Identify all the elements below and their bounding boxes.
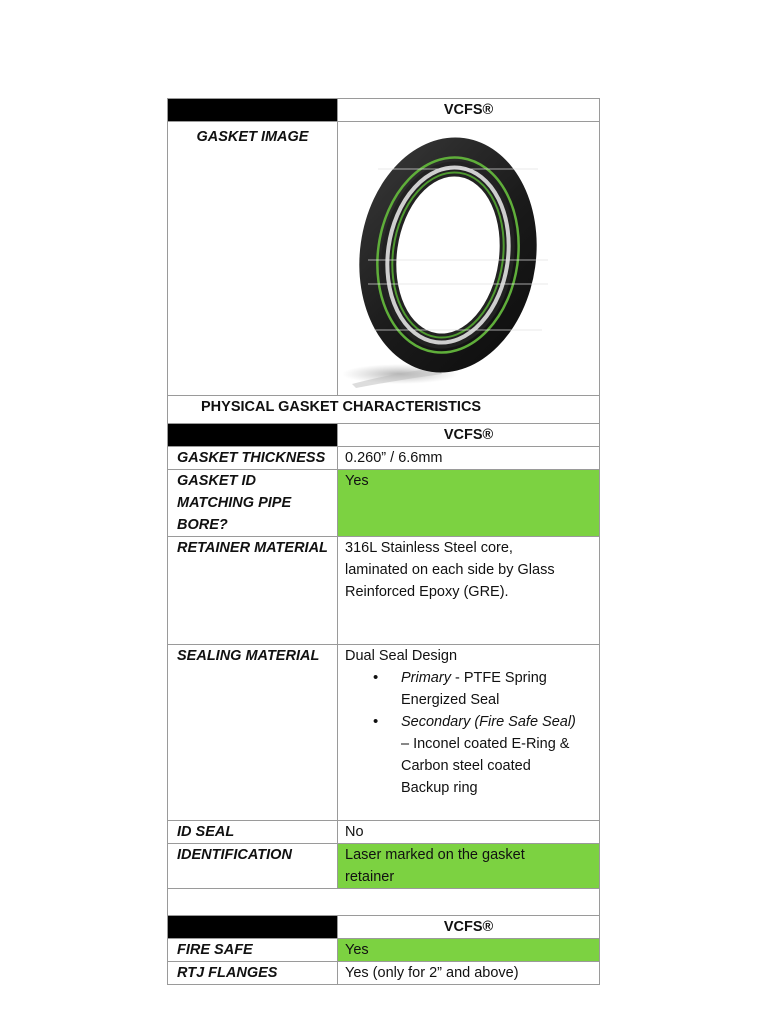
physical-characteristics-title: PHYSICAL GASKET CHARACTERISTICS — [168, 396, 600, 424]
gasket-id-row — [168, 470, 600, 537]
identification-label: IDENTIFICATION — [168, 844, 338, 889]
table1-header-row — [168, 99, 600, 122]
gasket-id-label-line: GASKET ID — [177, 473, 256, 489]
retainer-line: 316L Stainless Steel core, — [345, 540, 513, 556]
primary-label: Primary — [401, 670, 451, 686]
id-seal-row — [168, 821, 600, 844]
gasket-thickness-value: 0.260” / 6.6mm — [338, 447, 600, 470]
identification-line: Laser marked on the gasket — [345, 847, 525, 863]
secondary-label: • Secondary (Fire Safe Seal) — [401, 714, 576, 730]
fire-safe-label: FIRE SAFE — [168, 939, 338, 962]
gasket-thickness-row — [168, 447, 600, 470]
identification-value — [338, 844, 600, 889]
sealing-list — [345, 667, 599, 799]
spacer-row — [168, 889, 600, 916]
fire-safe-row — [168, 939, 600, 962]
gasket-image-cell — [338, 122, 600, 396]
header-black-cell — [168, 916, 338, 939]
retainer-material-row — [168, 537, 600, 645]
rtj-flanges-row — [168, 962, 600, 985]
vcfs-header: VCFS® — [338, 424, 600, 447]
rtj-flanges-label: RTJ FLANGES — [168, 962, 338, 985]
retainer-material-label: RETAINER MATERIAL — [168, 537, 338, 645]
vcfs-header: VCFS® — [338, 916, 600, 939]
header-black-cell — [168, 424, 338, 447]
gasket-id-label — [168, 470, 338, 537]
sealing-material-value — [338, 645, 600, 821]
secondary-desc-line: – Inconel coated E-Ring & — [401, 736, 570, 752]
sealing-intro: Dual Seal Design — [345, 648, 458, 664]
section-title-row — [168, 396, 600, 424]
id-seal-value: No — [338, 821, 600, 844]
gasket-image-label: GASKET IMAGE — [168, 122, 338, 396]
sealing-list-item-secondary — [401, 711, 599, 799]
table2-header-row — [168, 424, 600, 447]
fire-safe-value: Yes — [338, 939, 600, 962]
id-seal-label: ID SEAL — [168, 821, 338, 844]
gasket-thickness-label: GASKET THICKNESS — [168, 447, 338, 470]
sealing-material-row — [168, 645, 600, 821]
gasket-id-label-line: BORE? — [177, 517, 228, 533]
identification-line: retainer — [345, 869, 395, 885]
header-black-cell — [168, 99, 338, 122]
gasket-ring-image — [338, 122, 600, 396]
gasket-id-value: Yes — [338, 470, 600, 537]
table3-header-row — [168, 916, 600, 939]
identification-row — [168, 844, 600, 889]
secondary-desc-line: Backup ring — [401, 780, 478, 796]
retainer-line: laminated on each side by Glass — [345, 562, 555, 578]
gasket-spec-table — [167, 98, 600, 985]
sealing-material-label: SEALING MATERIAL — [168, 645, 338, 821]
sealing-list-item-primary — [401, 667, 599, 711]
retainer-line: Reinforced Epoxy (GRE). — [345, 584, 509, 600]
secondary-desc-line: Carbon steel coated — [401, 758, 531, 774]
rtj-flanges-value: Yes (only for 2” and above) — [338, 962, 600, 985]
vcfs-header: VCFS® — [338, 99, 600, 122]
spacer-cell — [168, 889, 600, 916]
primary-desc: - PTFE Spring — [450, 670, 547, 686]
primary-desc-line2: Energized Seal — [401, 692, 500, 708]
retainer-material-value — [338, 537, 600, 645]
gasket-image-row — [168, 122, 600, 396]
gasket-id-label-line: MATCHING PIPE — [177, 495, 292, 511]
